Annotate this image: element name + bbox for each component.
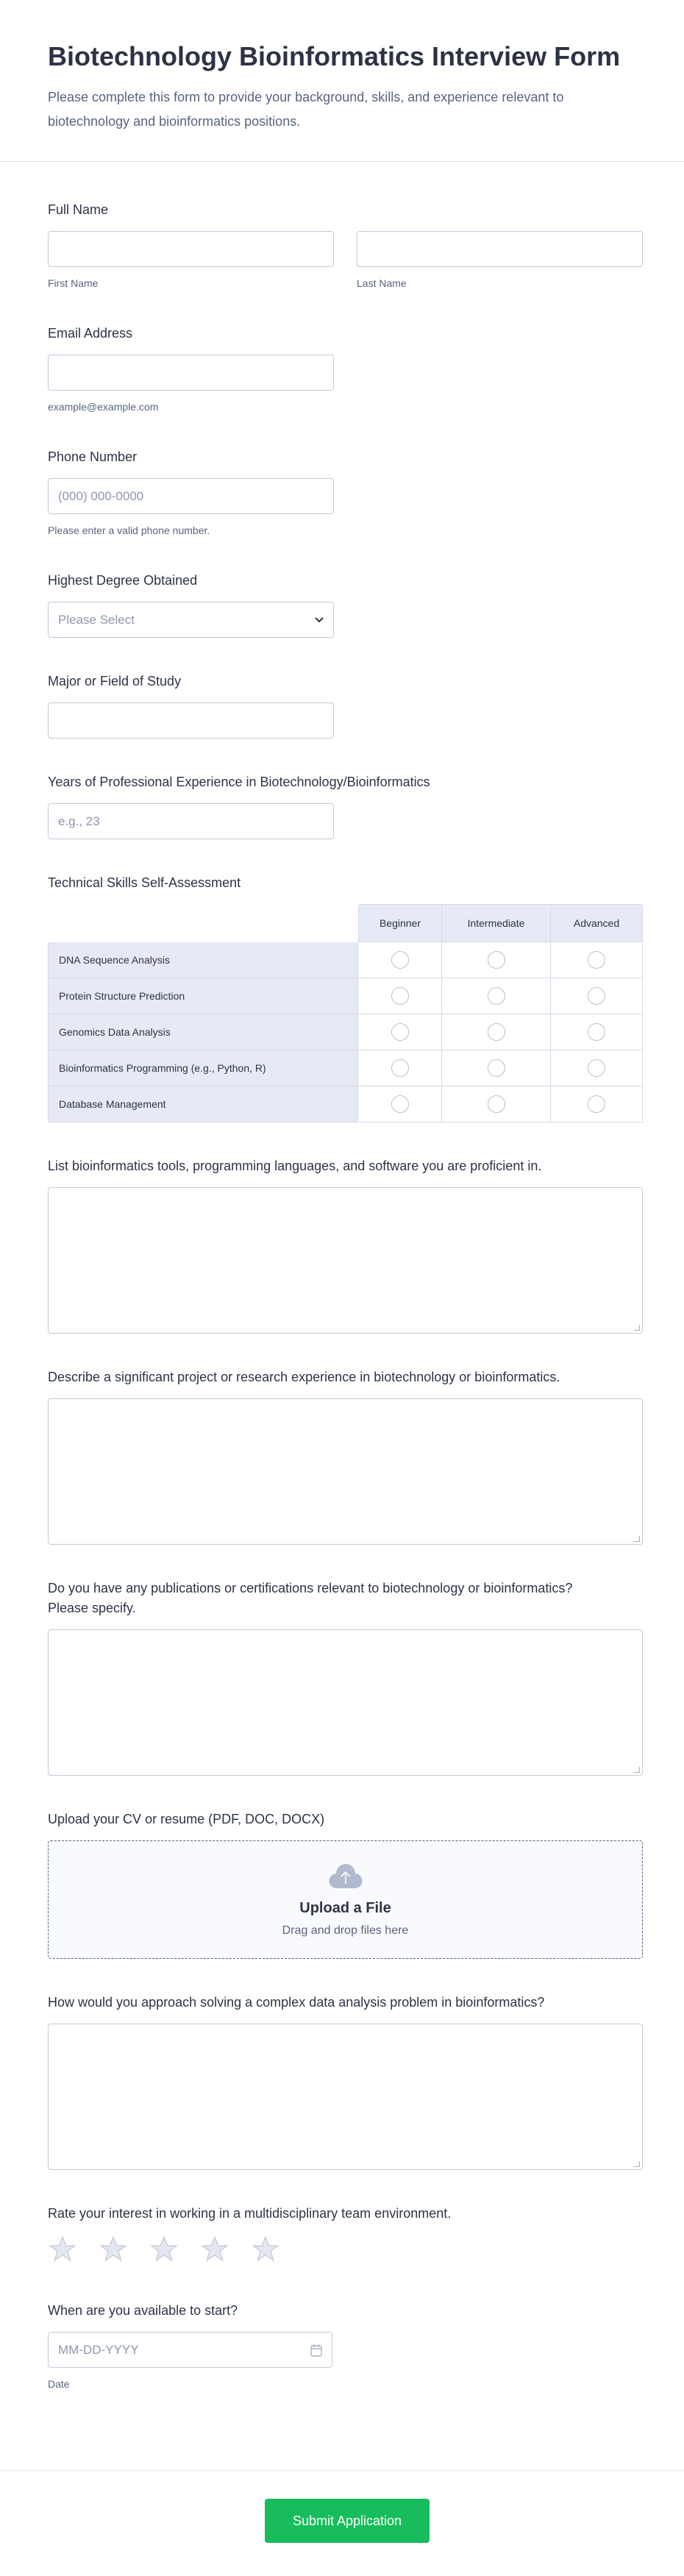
form-body — [0, 162, 684, 2391]
skill-radio-advanced[interactable] — [588, 1095, 605, 1113]
last-name-input[interactable] — [357, 231, 643, 267]
major-label: Major or Field of Study — [48, 674, 182, 689]
upload-title: Upload a File — [299, 1900, 391, 1916]
date-sublabel: Date — [48, 2378, 70, 2390]
approach-field — [48, 1993, 636, 2170]
calendar-icon[interactable] — [310, 2344, 322, 2357]
skill-radio-beginner[interactable] — [391, 951, 409, 969]
skill-row-label: Genomics Data Analysis — [48, 1014, 358, 1050]
skill-radio-beginner[interactable] — [391, 987, 409, 1005]
skills-label: Technical Skills Self-Assessment — [48, 875, 241, 890]
skill-radio-intermediate[interactable] — [488, 1059, 505, 1077]
project-label: Describe a significant project or research experience in biotechnology or bioinformatics. — [48, 1370, 560, 1384]
skill-radio-beginner[interactable] — [391, 1095, 409, 1113]
form-description: Please complete this form to provide your background, skills, and experience relevant to biotechnology and bioinformatics positions. — [48, 90, 564, 129]
file-dropzone[interactable] — [48, 1840, 643, 1959]
column-header: Intermediate — [442, 904, 551, 942]
form-header — [0, 0, 684, 162]
star-icon[interactable] — [200, 2235, 229, 2264]
degree-field — [48, 571, 636, 638]
skill-radio-advanced[interactable] — [588, 1059, 605, 1077]
skill-row — [48, 1086, 643, 1122]
form-footer — [0, 2470, 684, 2576]
approach-label: How would you approach solving a complex data analysis problem in bioinformatics? — [48, 1995, 545, 2010]
degree-label: Highest Degree Obtained — [48, 573, 198, 588]
skill-row-label: Protein Structure Prediction — [48, 978, 358, 1014]
first-name-input[interactable] — [48, 231, 334, 267]
rating-label: Rate your interest in working in a multidisciplinary team environment. — [48, 2206, 452, 2221]
star-rating — [48, 2235, 636, 2264]
date-input[interactable] — [48, 2332, 332, 2368]
tools-textarea[interactable] — [48, 1187, 643, 1334]
email-field — [48, 324, 636, 413]
rating-field — [48, 2204, 636, 2264]
skill-radio-intermediate[interactable] — [488, 1095, 505, 1113]
skill-radio-advanced[interactable] — [588, 987, 605, 1005]
upload-field — [48, 1810, 636, 1959]
star-icon[interactable] — [99, 2235, 128, 2264]
phone-sublabel: Please enter a valid phone number. — [48, 524, 210, 536]
skill-radio-intermediate[interactable] — [488, 1023, 505, 1041]
submit-button[interactable]: Submit Application — [265, 2499, 430, 2543]
years-input[interactable] — [48, 803, 334, 839]
cloud-upload-icon — [328, 1862, 363, 1890]
approach-textarea[interactable] — [48, 2024, 643, 2170]
project-field — [48, 1367, 636, 1545]
email-input[interactable] — [48, 355, 334, 391]
date-placeholder: MM-DD-YYYY — [58, 2342, 139, 2357]
star-icon[interactable] — [251, 2235, 280, 2264]
skill-radio-intermediate[interactable] — [488, 987, 505, 1005]
first-name-sublabel: First Name — [48, 277, 99, 289]
skill-row — [48, 942, 643, 978]
skill-row — [48, 1050, 643, 1086]
tools-field — [48, 1156, 636, 1334]
skill-row — [48, 978, 643, 1014]
degree-placeholder: Please Select — [58, 612, 135, 627]
phone-input[interactable] — [48, 478, 334, 514]
start-date-field — [48, 2301, 636, 2391]
major-field — [48, 672, 636, 739]
page-title: Biotechnology Bioinformatics Interview Form — [48, 41, 621, 71]
skill-radio-beginner[interactable] — [391, 1023, 409, 1041]
phone-field — [48, 447, 636, 537]
star-icon[interactable] — [48, 2235, 77, 2264]
email-label: Email Address — [48, 326, 133, 341]
skill-radio-beginner[interactable] — [391, 1059, 409, 1077]
degree-select[interactable] — [48, 602, 334, 638]
skill-row — [48, 1014, 643, 1050]
publications-label: Do you have any publications or certifications relevant to biotechnology or bioinformatics? Please specify. — [48, 1581, 573, 1615]
publications-textarea[interactable] — [48, 1629, 643, 1776]
star-icon[interactable] — [149, 2235, 179, 2264]
project-textarea[interactable] — [48, 1398, 643, 1545]
skill-row-label: Database Management — [48, 1086, 358, 1122]
last-name-sublabel: Last Name — [357, 277, 407, 289]
phone-placeholder: (000) 000-0000 — [58, 488, 144, 503]
full-name-label: Full Name — [48, 202, 109, 217]
tools-label: List bioinformatics tools, programming languages, and software you are proficient in. — [48, 1159, 542, 1173]
chevron-down-icon — [315, 617, 324, 623]
years-label: Years of Professional Experience in Biotechnology/Bioinformatics — [48, 775, 430, 789]
full-name-field — [48, 200, 636, 290]
skill-radio-intermediate[interactable] — [488, 951, 505, 969]
upload-subtitle: Drag and drop files here — [282, 1924, 409, 1937]
start-date-label: When are you available to start? — [48, 2303, 238, 2318]
publications-field — [48, 1579, 636, 1776]
major-input[interactable] — [48, 702, 334, 739]
years-field — [48, 772, 636, 839]
years-placeholder: e.g., 23 — [58, 814, 100, 828]
skill-row-label: DNA Sequence Analysis — [48, 942, 358, 978]
skill-radio-advanced[interactable] — [588, 951, 605, 969]
column-header: Beginner — [358, 904, 442, 942]
email-sublabel: example@example.com — [48, 401, 159, 413]
column-header: Advanced — [551, 904, 643, 942]
skills-matrix — [48, 904, 643, 1122]
skill-radio-advanced[interactable] — [588, 1023, 605, 1041]
upload-label: Upload your CV or resume (PDF, DOC, DOCX) — [48, 1812, 325, 1826]
skill-row-label: Bioinformatics Programming (e.g., Python, R) — [48, 1050, 358, 1086]
skills-field — [48, 873, 636, 1122]
phone-label: Phone Number — [48, 449, 138, 464]
